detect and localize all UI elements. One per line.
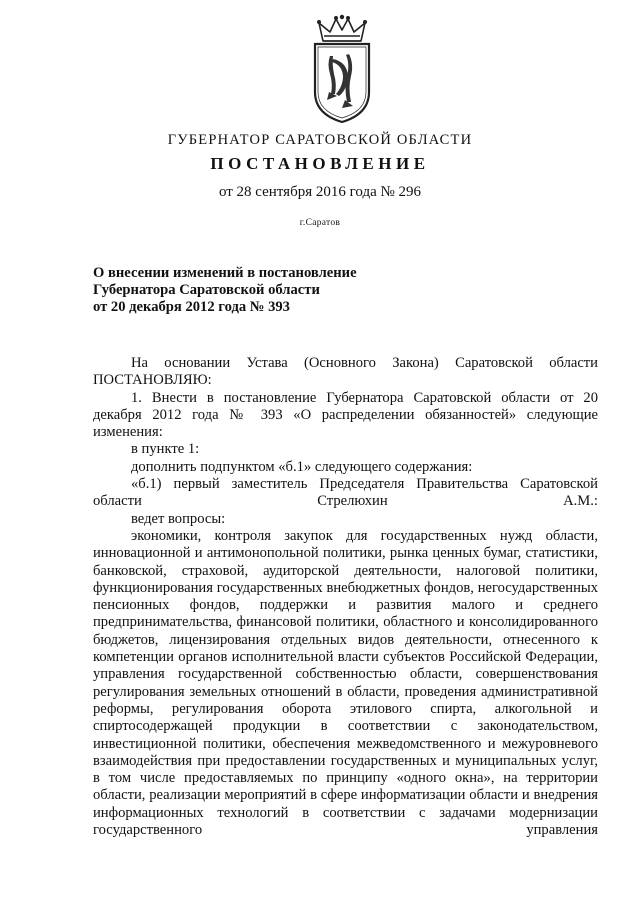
subject-line: от 20 декабря 2012 года № 393 xyxy=(93,299,290,315)
saratov-coat-of-arms-icon xyxy=(303,14,381,126)
document-subject xyxy=(93,265,493,316)
document-city: г.Саратов xyxy=(299,218,341,228)
body-paragraph: ведет вопросы: xyxy=(131,510,226,527)
body-paragraph: На основании Устава (Основного Закона) Саратовской области xyxy=(131,355,598,371)
document-date-number: от 28 сентября 2016 года № 296 xyxy=(218,184,422,200)
subject-line: О внесении изменений в постановление xyxy=(93,265,357,281)
body-paragraph: экономики, контроля закупок для государственных нужд области, инновационной и антимонопольной политики, рынка ценных бумаг, статистики, банковской, страховой, аудиторской деятельности, налоговой политики, функционирования государственных внебюджетных фондов, негосударственных пенсионных фондов, поддержки и развития малого и среднего предпринимательства, финансовой политики, областного и консолидированного бюджетов, лицензирования отдельных видов деятельности, отнесенного к компетенции органов исполнительной власти субъектов Российской Федерации, управления государственной собственностью области, совершенствования регулирования земельных отношений в области, проведения административной реформы, регулирования оборота этилового спирта, алкогольной и спиртосодержащей продукции в соответствии с законодательством, инвестиционной политики, обеспечения межведомственного и межуровневого взаимодействия при предоставлении государственных и муниципальных услуг, в том числе предоставляемых по принципу «одного окна», на территории области, реализации мероприятий в сфере информатизации области и внедрения информационных технологий в соответствии с задачами модернизации государственного управления xyxy=(93,527,598,839)
body-paragraph: дополнить подпунктом «б.1» следующего содержания: xyxy=(131,458,473,475)
body-paragraph: в пункте 1: xyxy=(131,441,200,458)
issuing-authority: ГУБЕРНАТОР САРАТОВСКОЙ ОБЛАСТИ xyxy=(167,132,473,148)
body-paragraph: 1. Внести в постановление Губернатора Саратовской области от 20 декабря 2012 года № 393 «О распределении обязанностей» следующие изменения: xyxy=(93,389,598,441)
body-paragraph: ПОСТАНОВЛЯЮ: xyxy=(93,372,212,389)
document-body xyxy=(93,355,598,839)
subject-line: Губернатора Саратовской области xyxy=(93,282,320,298)
document-type: ПОСТАНОВЛЕНИЕ xyxy=(210,154,430,173)
body-paragraph: «б.1) первый заместитель Председателя Правительства Саратовской области Стрелюхин А.М.: xyxy=(93,476,598,510)
